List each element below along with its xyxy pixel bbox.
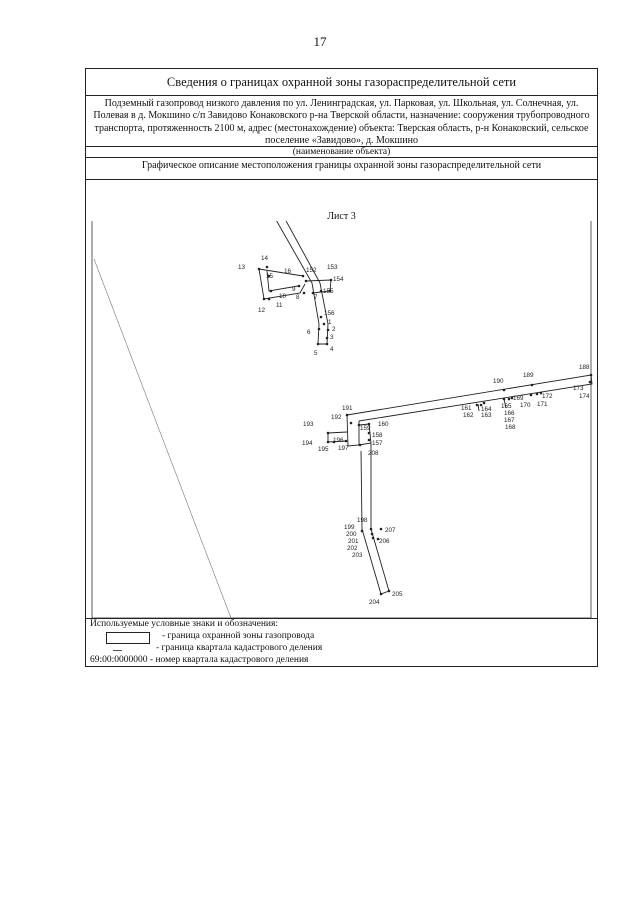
point-label: 7 bbox=[314, 294, 318, 301]
cadastral-boundary-line bbox=[94, 259, 231, 618]
point-label: 153 bbox=[327, 264, 338, 271]
point-label: 207 bbox=[385, 527, 396, 534]
point-label: 164 bbox=[481, 406, 492, 413]
point-label: 201 bbox=[348, 538, 359, 545]
point-label: 9 bbox=[292, 286, 296, 293]
legend-cadastral-line-swatch bbox=[113, 650, 122, 651]
point-label: 202 bbox=[347, 545, 358, 552]
point-label: 172 bbox=[542, 393, 553, 400]
point-label: 157 bbox=[372, 440, 383, 447]
point-label: 173 bbox=[573, 385, 584, 392]
point-label: 160 bbox=[378, 421, 389, 428]
point-label: 5 bbox=[314, 350, 318, 357]
point-label: 206 bbox=[379, 538, 390, 545]
graphic-description-title: Графическое описание местоположения границы охранной зоны газораспределительной сети bbox=[86, 158, 597, 180]
point-label: 199 bbox=[344, 524, 355, 531]
point-label: 197 bbox=[338, 445, 349, 452]
legend-zone-boundary-swatch bbox=[106, 632, 150, 644]
point-label: 15 bbox=[266, 273, 274, 280]
point-label: 166 bbox=[504, 410, 515, 417]
point-label: 167 bbox=[504, 417, 515, 424]
point-label: 204 bbox=[369, 599, 380, 606]
point-label: 193 bbox=[303, 421, 314, 428]
legend bbox=[86, 618, 597, 668]
boundary-map bbox=[86, 221, 597, 618]
legend-quarter-code: 69:00:0000000 bbox=[90, 655, 148, 665]
object-description: Подземный газопровод низкого давления по ул. Ленинградская, ул. Парковая, ул. Школьная, ул. Солнечная, ул. Полевая в д. Мокшино с/п Завидово Конаковского р-на Тверской области, назначение: сооружения трубопроводного транспорта, протяженность 2100 м, адрес (местонахождение) объекта: Тверская область, р-н Конаковский, сельское поселение «Завидово», д. Мокшино bbox=[86, 96, 597, 147]
point-label: 170 bbox=[520, 402, 531, 409]
object-caption: (наименование объекта) bbox=[86, 147, 597, 158]
point-label: 195 bbox=[318, 446, 329, 453]
legend-item-zone-boundary: - граница охранной зоны газопровода bbox=[162, 631, 315, 641]
point-label: 10 bbox=[279, 293, 287, 300]
boundary-info-form bbox=[85, 68, 598, 667]
east-zone-outline bbox=[328, 375, 592, 594]
point-label: 2 bbox=[332, 326, 336, 333]
point-label: 196 bbox=[333, 437, 344, 444]
point-label: 169 bbox=[513, 395, 524, 402]
point-label: 171 bbox=[537, 401, 548, 408]
point-label: 188 bbox=[579, 364, 590, 371]
point-label: 198 bbox=[357, 517, 368, 524]
point-label: 16 bbox=[284, 268, 292, 275]
point-label: 8 bbox=[296, 294, 300, 301]
point-label: 156 bbox=[324, 310, 335, 317]
point-label: 200 bbox=[346, 531, 357, 538]
point-label: 13 bbox=[238, 264, 246, 271]
point-label: 12 bbox=[258, 307, 266, 314]
point-label: 14 bbox=[261, 255, 269, 262]
point-label: 174 bbox=[579, 393, 590, 400]
point-label: 192 bbox=[331, 414, 342, 421]
point-label: 1 bbox=[328, 319, 332, 326]
document-title: Сведения о границах охранной зоны газораспределительной сети bbox=[86, 69, 597, 96]
legend-item-cadastral-boundary: - граница квартала кадастрового деления bbox=[156, 643, 323, 653]
point-label: 6 bbox=[307, 329, 311, 336]
point-label: 194 bbox=[302, 440, 313, 447]
point-label: 190 bbox=[493, 378, 504, 385]
point-label: 11 bbox=[276, 302, 283, 309]
north-zone-outline bbox=[259, 221, 331, 344]
point-label: 154 bbox=[333, 276, 344, 283]
sheet-label: Лист 3 bbox=[327, 211, 356, 222]
point-label: 162 bbox=[463, 412, 474, 419]
east-zone-vertices bbox=[327, 374, 593, 596]
point-label: 158 bbox=[372, 432, 383, 439]
point-label: 152 bbox=[306, 267, 317, 274]
point-label: 191 bbox=[342, 405, 353, 412]
point-label: 208 bbox=[368, 450, 379, 457]
point-label: 168 bbox=[505, 424, 516, 431]
page-number: 17 bbox=[313, 34, 327, 49]
point-labels bbox=[238, 255, 590, 606]
point-label: 4 bbox=[330, 346, 334, 353]
point-label: 161 bbox=[461, 405, 472, 412]
legend-item-quarter-number bbox=[90, 655, 308, 667]
point-label: 3 bbox=[330, 334, 334, 341]
legend-quarter-text: - номер квартала кадастрового деления bbox=[147, 655, 309, 665]
point-label: 159 bbox=[360, 425, 371, 432]
legend-title: Используемые условные знаки и обозначения: bbox=[90, 619, 279, 629]
point-label: 165 bbox=[501, 403, 512, 410]
point-label: 155 bbox=[323, 288, 334, 295]
point-label: 189 bbox=[523, 372, 534, 379]
point-label: 163 bbox=[481, 412, 492, 419]
point-label: 203 bbox=[352, 552, 363, 559]
point-label: 205 bbox=[392, 591, 403, 598]
